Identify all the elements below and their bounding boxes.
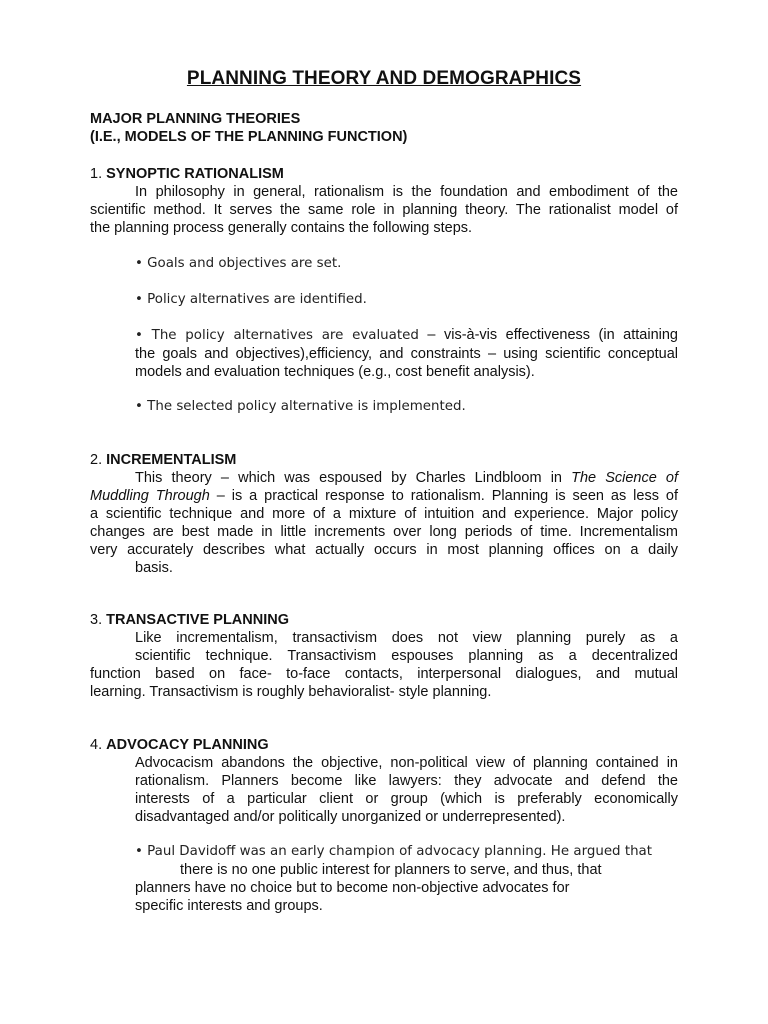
section-4-title: ADVOCACY PLANNING: [106, 737, 269, 753]
section-1-heading: [90, 165, 284, 183]
bullet-line: specific interests and groups.: [135, 898, 323, 914]
section-3-number: 3.: [90, 612, 107, 628]
bullet-item: • Policy alternatives are identified.: [135, 292, 367, 307]
page-title: PLANNING THEORY AND DEMOGRAPHICS: [186, 68, 582, 89]
book-title: The Science of: [571, 470, 678, 486]
paragraph-line: interests of a particular client or group (which is preferably economically: [135, 791, 678, 807]
bullet-item: • The selected policy alternative is implemented.: [135, 399, 466, 414]
section-1-paragraph: [90, 183, 678, 237]
bullet-line: models and evaluation techniques (e.g., cost benefit analysis).: [135, 364, 535, 380]
bullet-line: there is no one public interest for planners to serve, and thus, that: [180, 862, 602, 878]
section-1-title: SYNOPTIC RATIONALISM: [106, 166, 284, 182]
paragraph-text: This theory – which was espoused by Charles Lindbloom in: [135, 470, 572, 486]
paragraph-text: – is a practical response to rationalism. Planning is seen as less of: [209, 488, 678, 504]
paragraph-line: rationalism. Planners become like lawyers: they advocate and defend the: [135, 773, 678, 789]
paragraph-line: very accurately describes what actually occurs in most planning offices on a daily: [90, 542, 678, 558]
section-2-number: 2.: [90, 452, 107, 468]
section-4-heading: [90, 736, 269, 754]
bullet-line: [135, 326, 678, 345]
bullet-rest: – vis-à-vis effectiveness (in attaining: [418, 327, 678, 343]
section-2-heading: [90, 451, 236, 469]
paragraph-line: In philosophy in general, rationalism is the foundation and embodiment of the: [135, 184, 678, 200]
book-title: Muddling Through: [90, 488, 210, 504]
paragraph-line: [90, 469, 678, 487]
bullet-line: planners have no choice but to become non-objective advocates for: [135, 880, 570, 896]
bullet-item: • Goals and objectives are set.: [135, 256, 342, 271]
section-1-number: 1.: [90, 166, 107, 182]
major-heading: [90, 110, 407, 146]
section-4-paragraph: [135, 754, 678, 826]
paragraph-line: a scientific technique and more of a mixture of intuition and experience. Major policy: [90, 506, 678, 522]
paragraph-line: disadvantaged and/or politically unorganized or underrepresented).: [135, 809, 566, 825]
paragraph-line: basis.: [135, 560, 173, 576]
section-2-paragraph: [90, 469, 678, 577]
paragraph-line: [90, 487, 678, 505]
section-2-title: INCREMENTALISM: [106, 452, 237, 468]
paragraph-line: learning. Transactivism is roughly behavioralist- style planning.: [90, 684, 492, 700]
bullet-lead: • The policy alternatives are evaluated: [135, 328, 419, 343]
section-3-paragraph: [90, 629, 678, 701]
major-heading-line-2: (I.E., MODELS OF THE PLANNING FUNCTION): [90, 129, 408, 145]
bullet-line: the goals and objectives),efficiency, and constraints – using scientific conceptual: [135, 346, 678, 362]
bullet-lead: • Paul Davidoff was an early champion of advocacy planning. He argued that: [135, 844, 653, 859]
section-3-heading: [90, 611, 289, 629]
section-3-title: TRANSACTIVE PLANNING: [106, 612, 289, 628]
bullet-item: [135, 326, 678, 381]
paragraph-line: scientific method. It serves the same role in planning theory. The rationalist model of: [90, 202, 678, 218]
paragraph-line: Advocacism abandons the objective, non-political view of planning contained in: [135, 755, 678, 771]
paragraph-line: function based on face- to-face contacts, interpersonal dialogues, and mutual: [90, 666, 678, 682]
section-4-number: 4.: [90, 737, 107, 753]
paragraph-line: the planning process generally contains the following steps.: [90, 220, 473, 236]
paragraph-line: changes are best made in little increments over long periods of time. Incrementalism: [90, 524, 678, 540]
major-heading-line-1: MAJOR PLANNING THEORIES: [90, 111, 301, 127]
paragraph-line: Like incrementalism, transactivism does not view planning purely as a: [135, 630, 678, 646]
paragraph-line: scientific technique. Transactivism espouses planning as a decentralized: [135, 648, 678, 664]
bullet-item: [135, 843, 695, 915]
